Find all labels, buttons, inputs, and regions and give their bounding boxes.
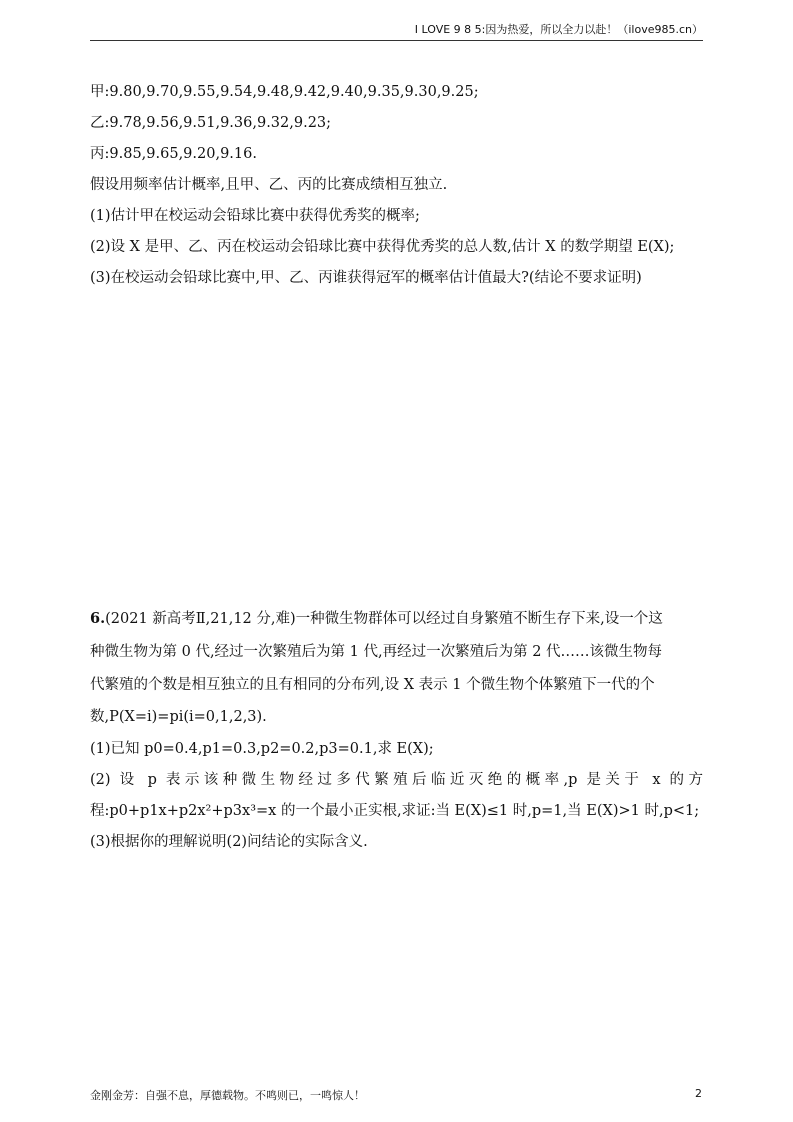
jia-scores: 甲:9.80,9.70,9.55,9.54,9.48,9.42,9.40,9.35,9.30,9.25; (90, 84, 479, 100)
problem6-intro-line-4: 数,P(X=i)=pi(i=0,1,2,3). (90, 709, 267, 725)
problem5-question-2: (2)设 X 是甲、乙、丙在校运动会铅球比赛中获得优秀奖的总人数,估计 X 的数学期望 E(X); (90, 239, 675, 255)
assumption-text: 假设用频率估计概率,且甲、乙、丙的比赛成绩相互独立. (90, 177, 448, 193)
bing-scores: 丙:9.85,9.65,9.20,9.16. (90, 146, 257, 162)
footer-motto: 金刚金芳：自强不息，厚德载物。不鸣则已，一鸣惊人！ (90, 1089, 365, 1102)
problem6-intro-line-2: 种微生物为第 0 代,经过一次繁殖后为第 1 代,再经过一次繁殖后为第 2 代……该微生物每 (90, 644, 663, 660)
yi-scores: 乙:9.78,9.56,9.51,9.36,9.32,9.23; (90, 115, 332, 131)
page-header: I LOVE 9 8 5:因为热爱，所以全力以赴！（ilove985.cn） (414, 23, 703, 36)
page-number: 2 (695, 1087, 702, 1100)
problem6-question-1: (1)已知 p0=0.4,p1=0.3,p2=0.2,p3=0.1,求 E(X); (90, 741, 434, 757)
problem6-intro-line-1 (90, 609, 663, 629)
problem6-question-3: (3)根据你的理解说明(2)问结论的实际含义. (90, 834, 368, 850)
header-divider (90, 40, 703, 41)
problem6-intro-line-3: 代繁殖的个数是相互独立的且有相同的分布列,设 X 表示 1 个微生物个体繁殖下一代的个 (90, 677, 655, 693)
problem6-number: 6. (90, 610, 106, 627)
problem6-intro-text: (2021 新高考Ⅱ,21,12 分,难)一种微生物群体可以经过自身繁殖不断生存下来,设一个这 (105, 611, 663, 627)
problem5-question-3: (3)在校运动会铅球比赛中,甲、乙、丙谁获得冠军的概率估计值最大?(结论不要求证明) (90, 270, 642, 286)
problem5-question-1: (1)估计甲在校运动会铅球比赛中获得优秀奖的概率; (90, 208, 420, 224)
problem6-question-2-line-2: 程:p0+p1x+p2x²+p3x³=x 的一个最小正实根,求证:当 E(X)≤1 时,p=1,当 E(X)>1 时,p<1; (90, 803, 700, 819)
problem6-question-2-line-1: (2) 设 p 表示该种微生物经过多代繁殖后临近灭绝的概率,p 是关于 x 的方 (90, 772, 703, 788)
